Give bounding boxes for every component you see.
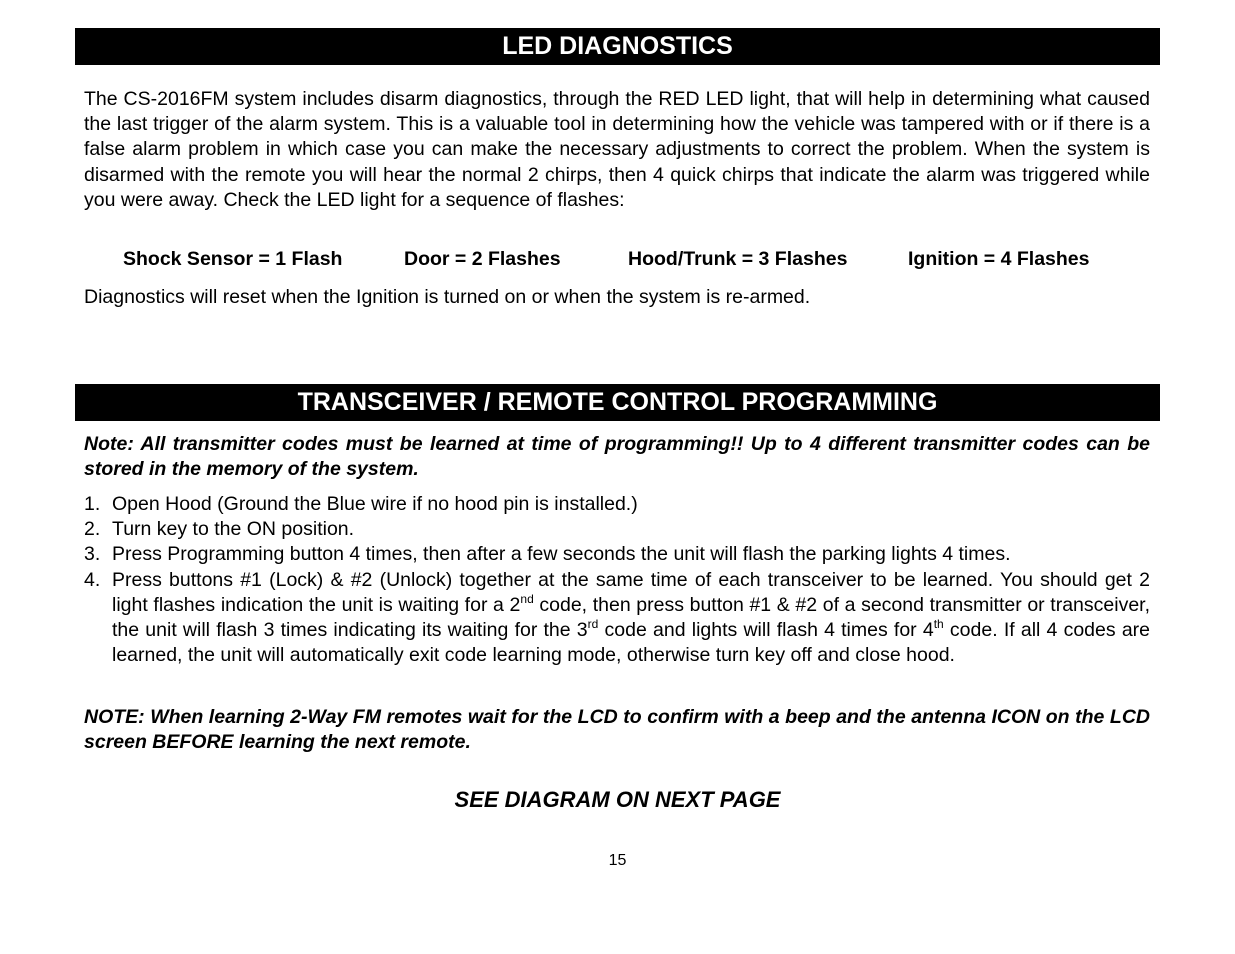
ordinal-suffix: rd [587, 617, 599, 632]
step-number: 2. [84, 518, 101, 541]
programming-step-3 [84, 542, 1150, 567]
step-text-part: Press buttons #1 (Lock) & #2 (Unlock) together at the same time of each transceiver to be learned. You should get 2 light flashes indication the unit is waiting for a 2 [112, 568, 1150, 616]
programming-note: Note: All transmitter codes must be learned at time of programming!! Up to 4 different transmitter codes can be stored in the memory of the system. [84, 433, 1150, 481]
step-text-part: code. If all 4 codes are learned, the unit will automatically exit code learning mode, otherwise turn key off and close hood. [112, 619, 1150, 667]
page-number: 15 [608, 852, 627, 869]
programming-step-2 [84, 517, 1150, 542]
led-diagnostics-heading: LED DIAGNOSTICS [75, 28, 1160, 65]
step-text: Turn key to the ON position. [112, 518, 355, 541]
ordinal-suffix: nd [520, 591, 534, 606]
step-number: 4. [84, 568, 101, 591]
step-text [112, 569, 1150, 667]
programming-step-4 [84, 568, 1150, 669]
flash-code-hood-trunk: Hood/Trunk = 3 Flashes [628, 248, 848, 270]
step-text-part: code, then press button #1 & #2 of a second transmitter or transceiver, the unit will flash 3 times indicating its waiting for the 3 [112, 593, 1150, 642]
diagnostics-reset-note: Diagnostics will reset when the Ignition is turned on or when the system is re-armed. [84, 286, 811, 308]
flash-code-door: Door = 2 Flashes [404, 248, 561, 270]
step-number: 3. [84, 543, 101, 566]
flash-code-ignition: Ignition = 4 Flashes [908, 248, 1090, 270]
programming-steps [84, 492, 1150, 668]
step-text: Press Programming button 4 times, then after a few seconds the unit will flash the parking lights 4 times. [112, 543, 1011, 566]
step-text-part: code and lights will flash 4 times for 4 [598, 619, 934, 642]
diagnostics-intro: The CS-2016FM system includes disarm diagnostics, through the RED LED light, that will help in determining what caused the last trigger of the alarm system. This is a valuable tool in determining how the vehicle was tampered with or if there is a false alarm problem in which case you can make the necessary adjustments to correct the problem. When the system is disarmed with the remote you will hear the normal 2 chirps, then 4 quick chirps that indicate the alarm was triggered while you were away. Check the LED light for a sequence of flashes: [84, 88, 1150, 211]
flash-code-shock: Shock Sensor = 1 Flash [123, 248, 343, 270]
programming-heading: TRANSCEIVER / REMOTE CONTROL PROGRAMMING [75, 384, 1160, 421]
programming-step-1 [84, 492, 1150, 517]
fm-remote-note: NOTE: When learning 2-Way FM remotes wait for the LCD to confirm with a beep and the antenna ICON on the LCD screen BEFORE learning the next remote. [84, 706, 1150, 754]
ordinal-suffix: th [933, 617, 944, 632]
step-text: Open Hood (Ground the Blue wire if no hood pin is installed.) [112, 493, 638, 515]
step-number: 1. [84, 493, 101, 515]
see-diagram-note: SEE DIAGRAM ON NEXT PAGE [454, 787, 781, 812]
